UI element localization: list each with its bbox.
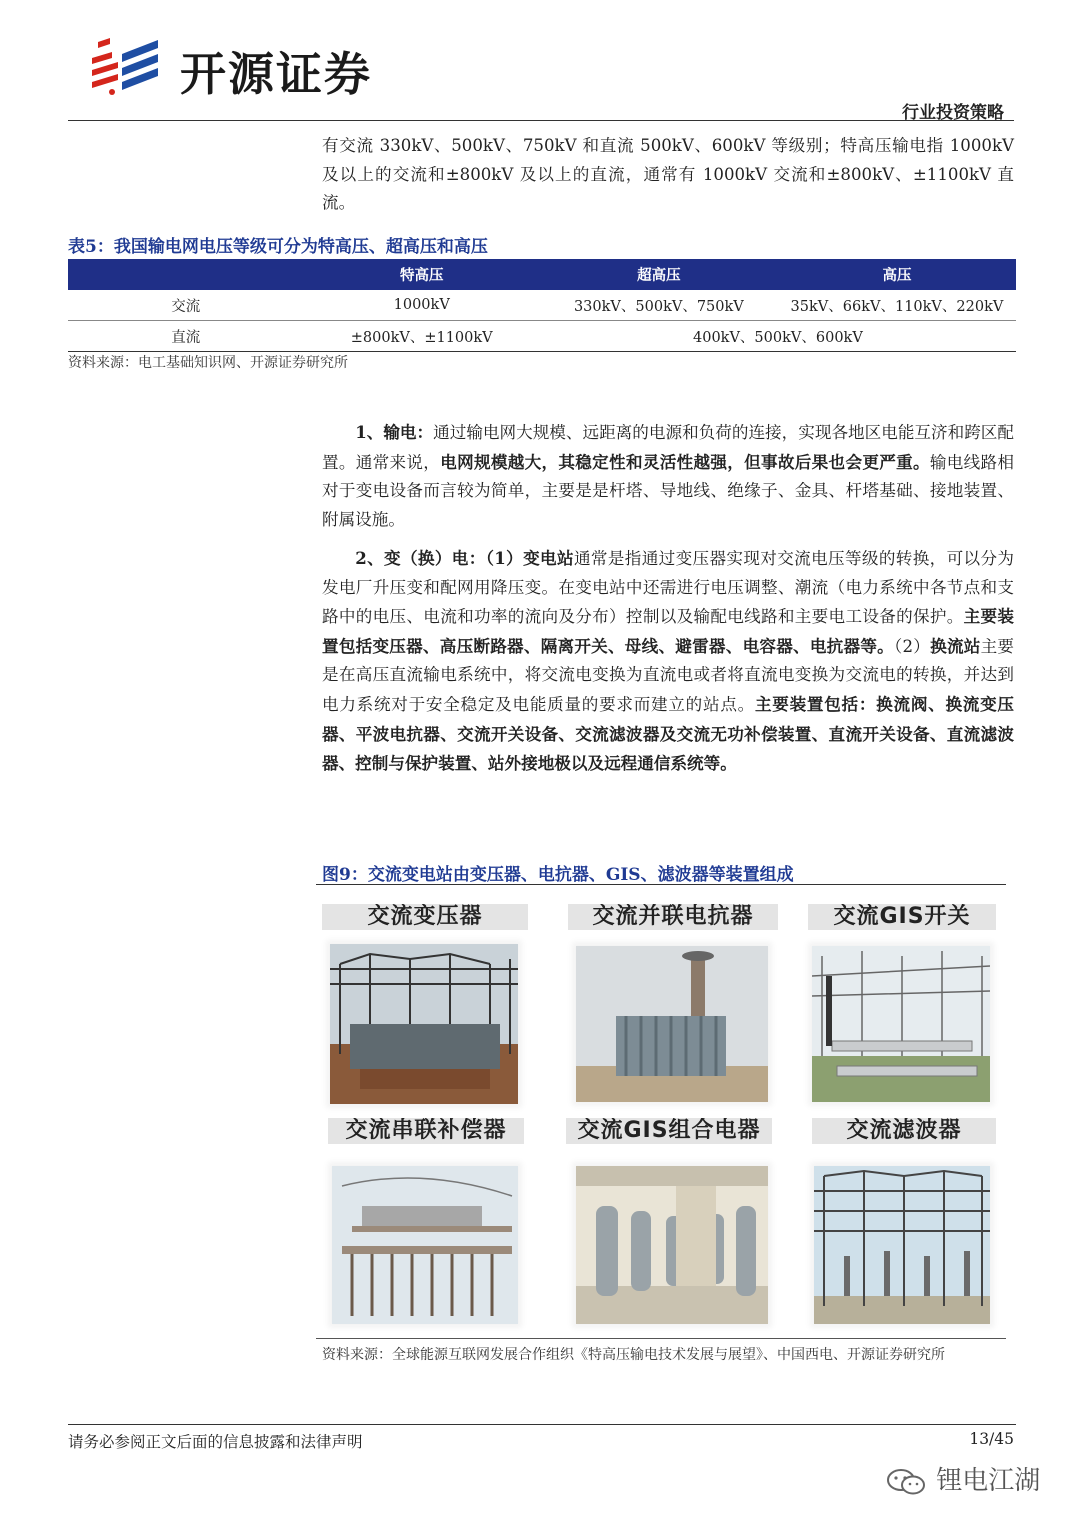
paragraph-transmission bbox=[322, 418, 1014, 534]
figure-source-divider bbox=[316, 1338, 1006, 1339]
para-bold: 主要装置包括变压器、高压断路器、隔离开关、母线、避雷器、电容器、电抗器等。 bbox=[322, 606, 1015, 656]
para-text: 输电线路相对于变电设备而言较为简单，主要是是杆塔、导地线、绝缘子、金具、杆塔基础、接地装置、附属设施。 bbox=[322, 452, 1015, 529]
caption-ac-filter: 交流滤波器 bbox=[812, 1118, 996, 1144]
photo-ac-gis-combined bbox=[576, 1166, 768, 1324]
table-header-row bbox=[68, 259, 1016, 290]
caption-ac-gis-combined: 交流GIS组合电器 bbox=[566, 1118, 772, 1144]
table-cell: ±800kV、±1100kV bbox=[304, 321, 540, 352]
wechat-icon bbox=[886, 1467, 928, 1497]
caption-ac-shunt-reactor: 交流并联电抗器 bbox=[568, 904, 778, 930]
table-cell: 400kV、500kV、600kV bbox=[540, 321, 1016, 352]
watermark-text: 锂电江湖 bbox=[936, 1466, 1041, 1496]
page-number: 13/45 bbox=[969, 1430, 1014, 1448]
para-text: 主要是在高压直流输电系统中，将交流电变换为直流电或者将直流电变换为交流电的转换，并达到电力系统对于安全稳定及电能质量的要求而建立的站点。 bbox=[322, 636, 1015, 714]
footer-divider bbox=[68, 1424, 1016, 1425]
caption-ac-series-compensator: 交流串联补偿器 bbox=[328, 1118, 524, 1144]
table-header-cell: 超高压 bbox=[540, 259, 778, 290]
table-cell: 直流 bbox=[68, 321, 304, 352]
caption-ac-gis-switch: 交流GIS开关 bbox=[808, 904, 996, 930]
table-cell: 330kV、500kV、750kV bbox=[540, 290, 778, 321]
photo-ac-series-compensator bbox=[332, 1166, 518, 1324]
photo-ac-transformer bbox=[330, 944, 518, 1104]
photo-ac-filter bbox=[814, 1166, 990, 1324]
photo-ac-gis-switch bbox=[812, 946, 990, 1102]
voltage-table bbox=[68, 259, 1016, 352]
figure-source: 资料来源：全球能源互联网发展合作组织《特高压输电技术发展与展望》、中国西电、开源证券研究所 bbox=[322, 1347, 945, 1363]
table-cell: 35kV、66kV、110kV、220kV bbox=[778, 290, 1016, 321]
company-logo bbox=[88, 32, 408, 101]
table-header-cell bbox=[68, 259, 304, 290]
table-header-cell: 高压 bbox=[778, 259, 1016, 290]
table-source: 资料来源：电工基础知识网、开源证券研究所 bbox=[68, 355, 348, 371]
caption-ac-transformer: 交流变压器 bbox=[322, 904, 528, 930]
table-header-cell: 特高压 bbox=[304, 259, 540, 290]
brand-name: 开源证券 bbox=[180, 47, 372, 101]
para-bold: 主要装置包括：换流阀、换流变压器、平波电抗器、交流开关设备、交流滤波器及交流无功补偿装置、直流开关设备、直流滤波器、控制与保护装置、站外接地极以及远程通信系统等。 bbox=[322, 693, 1014, 774]
table-cell: 1000kV bbox=[304, 290, 540, 321]
table-row bbox=[68, 290, 1016, 321]
footer-disclaimer: 请务必参阅正文后面的信息披露和法律声明 bbox=[68, 1433, 363, 1451]
para-lead: 1、输电： bbox=[355, 422, 434, 442]
logo-mark-icon bbox=[88, 32, 168, 98]
figure-title: 图9：交流变电站由变压器、电抗器、GIS、滤波器等装置组成 bbox=[322, 865, 794, 885]
intro-paragraph: 有交流 330kV、500kV、750kV 和直流 500kV、600kV 等级别；特高压输电指 1000kV 及以上的交流和±800kV 及以上的直流，通常有 1000kV 交流和±800kV、±1100kV 直流。 bbox=[322, 136, 1014, 213]
para-text: 通常是指通过变压器实现对交流电压等级的转换，可以分为发电厂升压变和配网用降压变。在变电站中还需进行电压调整、潮流（电力系统中各节点和支路中的电压、电流和功率的流向及分布）控制以及输配电线路和主要电工设备的保护。 bbox=[322, 549, 1014, 627]
table-cell: 交流 bbox=[68, 290, 304, 321]
para-lead: 2、变（换）电：（1）变电站 bbox=[355, 548, 574, 568]
para-bold: 电网规模越大，其稳定性和灵活性越强，但事故后果也会更严重。 bbox=[440, 451, 930, 472]
para-text: 通过输电网大规模、远距离的电源和负荷的连接，实现各地区电能互济和跨区配置。通常来说， bbox=[322, 423, 1014, 472]
table-row bbox=[68, 321, 1016, 352]
photo-ac-shunt-reactor bbox=[576, 946, 768, 1102]
header-divider bbox=[68, 120, 1014, 121]
paragraph-substation bbox=[322, 544, 1014, 779]
table-title: 表5：我国输电网电压等级可分为特高压、超高压和高压 bbox=[68, 237, 488, 257]
figure-divider bbox=[316, 884, 1006, 885]
para-bold: 换流站 bbox=[930, 635, 981, 656]
report-type: 行业投资策略 bbox=[902, 103, 1004, 123]
watermark bbox=[886, 1460, 1040, 1497]
para-text: （2） bbox=[893, 636, 931, 656]
